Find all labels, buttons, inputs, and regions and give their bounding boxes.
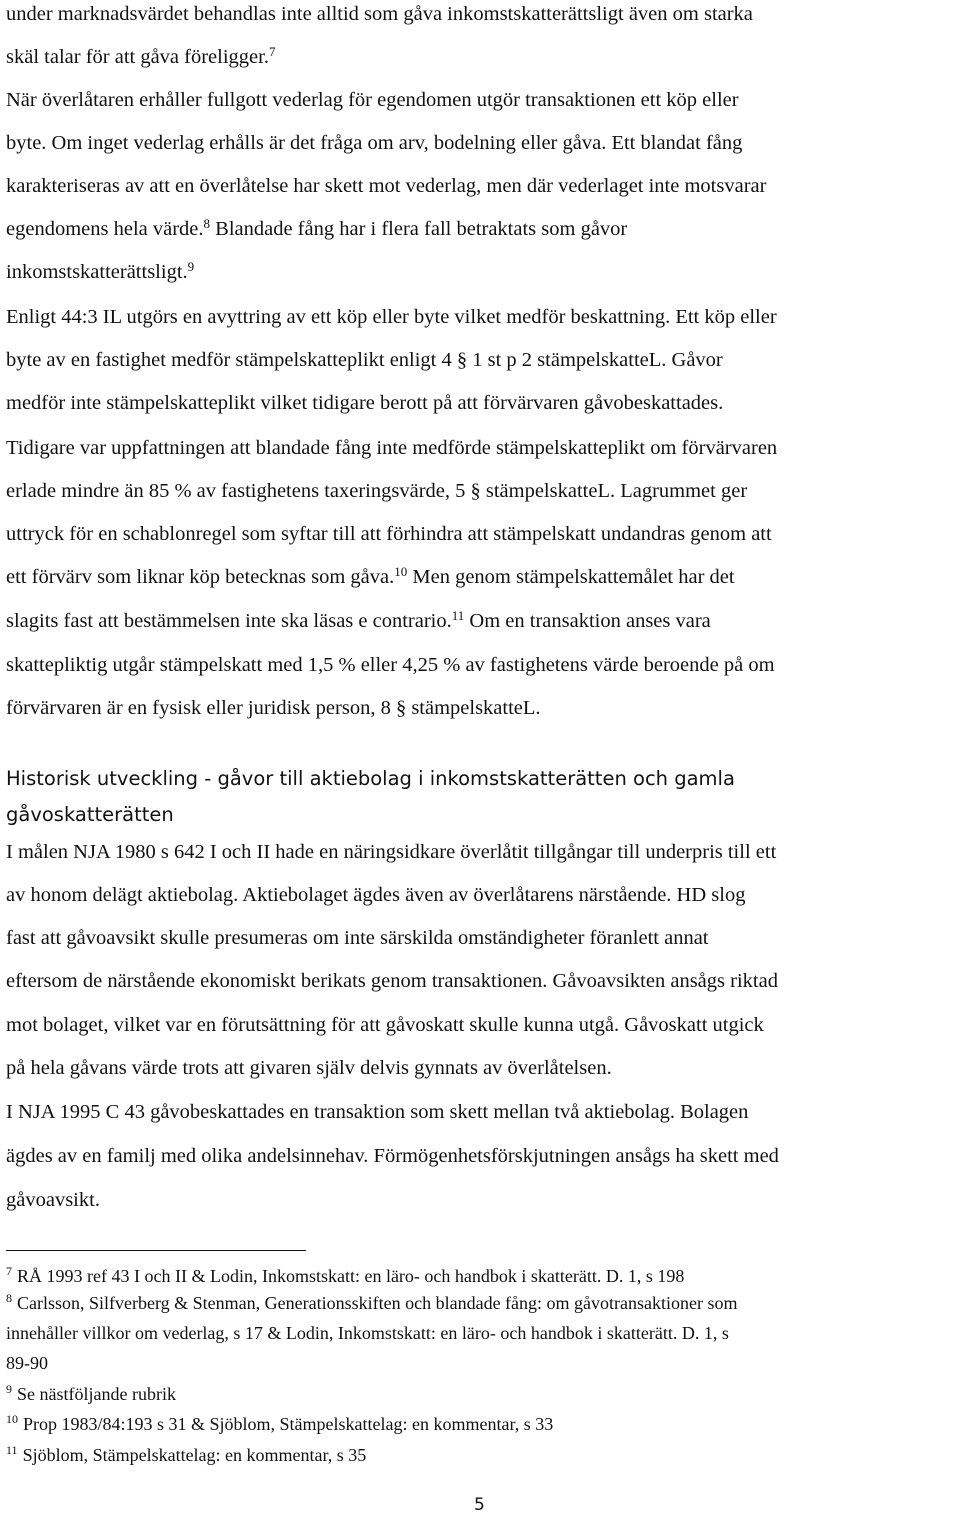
section-line: mot bolaget, vilket var en förutsättning för att gåvoskatt skulle kunna utgå. Gåvoskatt utgick (6, 1014, 764, 1036)
body-line: slagits fast att bestämmelsen inte ska läsas e contrario.$^{11}$ Om en transaktion anses vara (6, 608, 711, 632)
section-line: fast att gåvoavsikt skulle presumeras om inte särskilda omständigheter föranlett annat (6, 927, 709, 949)
section-line: på hela gåvans värde trots att givaren själv delvis gynnats av överlåtelsen. (6, 1057, 612, 1079)
body-line: byte av en fastighet medför stämpelskatteplikt enligt 4 § 1 st p 2 stämpelskatteL. Gåvor (6, 349, 723, 371)
section-line: I målen NJA 1980 s 642 I och II hade en näringsidkare överlåtit tillgångar till underpris till ett (6, 841, 777, 863)
body-line: erlade mindre än 85 % av fastighetens taxeringsvärde, 5 § stämpelskatteL. Lagrummet ger (6, 480, 748, 502)
footnote-8-continued: innehåller villkor om vederlag, s 17 & Lodin, Inkomstskatt: en läro- och handbok i skatterätt. D. 1, s (6, 1323, 729, 1343)
footnote-8: $^8$ Carlsson, Silfverberg & Stenman, Generationsskiften och blandade fång: om gåvotransaktioner som (6, 1291, 738, 1313)
body-line: Tidigare var uppfattningen att blandade fång inte medförde stämpelskatteplikt om förvärvaren (6, 437, 778, 459)
footnote-10: $^{10}$ Prop 1983/84:193 s 31 & Sjöblom, Stämpelskattelag: en kommentar, s 33 (6, 1412, 554, 1434)
body-line: egendomens hela värde.$^8$ Blandade fång har i flera fall betraktats som gåvor (6, 216, 628, 240)
footnote-ref[interactable]: 7 (268, 44, 276, 59)
body-line: skattepliktig utgår stämpelskatt med 1,5 % eller 4,25 % av fastighetens värde beroende på om (6, 654, 775, 676)
footnote-7: $^7$ RÅ 1993 ref 43 I och II & Lodin, Inkomstskatt: en läro- och handbok i skatterätt. D. 1, s 198 (6, 1264, 685, 1286)
section-line: eftersom de närstående ekonomiskt berikats genom transaktionen. Gåvoavsikten ansågs riktad (6, 970, 778, 992)
body-line: medför inte stämpelskatteplikt vilket tidigare berott på att förvärvaren gåvobeskattades. (6, 392, 724, 414)
section-line: av honom delägt aktiebolag. Aktiebolaget ägdes även av överlåtarens närstående. HD slog (6, 884, 746, 906)
body-line: byte. Om inget vederlag erhålls är det fråga om arv, bodelning eller gåva. Ett blandat fång (6, 132, 743, 154)
footnote-11: $^{11}$ Sjöblom, Stämpelskattelag: en kommentar, s 35 (6, 1443, 367, 1465)
section-line: ägdes av en familj med olika andelsinnehav. Förmögenhetsförskjutningen ansågs ha skett med (6, 1145, 779, 1167)
section-heading: gåvoskatterätten (6, 803, 174, 826)
footnote-ref[interactable]: 9 (187, 259, 195, 274)
footnote-separator (6, 1250, 306, 1251)
footnote-ref[interactable]: 8 (203, 216, 211, 231)
body-line: karakteriseras av att en överlåtelse har skett mot vederlag, men där vederlaget inte motsvarar (6, 175, 767, 197)
footnote-ref[interactable]: 10 (394, 564, 408, 579)
section-heading: Historisk utveckling - gåvor till aktiebolag i inkomstskatterätten och gamla (6, 767, 735, 790)
body-line: under marknadsvärdet behandlas inte alltid som gåva inkomstskatterättsligt även om starka (6, 3, 753, 25)
body-line: Enligt 44:3 IL utgörs en avyttring av ett köp eller byte vilket medför beskattning. Ett köp eller (6, 306, 777, 328)
section-line: gåvoavsikt. (6, 1189, 100, 1211)
page-number: 5 (474, 1495, 485, 1515)
body-line: ett förvärv som liknar köp betecknas som gåva.$^{10}$ Men genom stämpelskattemålet har det (6, 564, 735, 588)
footnote-8-continued: 89-90 (6, 1353, 48, 1373)
section-line: I NJA 1995 C 43 gåvobeskattades en transaktion som skett mellan två aktiebolag. Bolagen (6, 1101, 749, 1123)
footnote-9: $^9$ Se nästföljande rubrik (6, 1382, 176, 1404)
body-line: uttryck för en schablonregel som syftar till att förhindra att stämpelskatt undandras genom att (6, 523, 772, 545)
body-line: När överlåtaren erhåller fullgott vederlag för egendomen utgör transaktionen ett köp eller (6, 89, 739, 111)
body-line: skäl talar för att gåva föreligger.$^7$ (6, 44, 276, 68)
body-line: förvärvaren är en fysisk eller juridisk person, 8 § stämpelskatteL. (6, 697, 541, 719)
footnote-ref[interactable]: 11 (451, 608, 465, 623)
body-line: inkomstskatterättsligt.$^9$ (6, 259, 195, 283)
